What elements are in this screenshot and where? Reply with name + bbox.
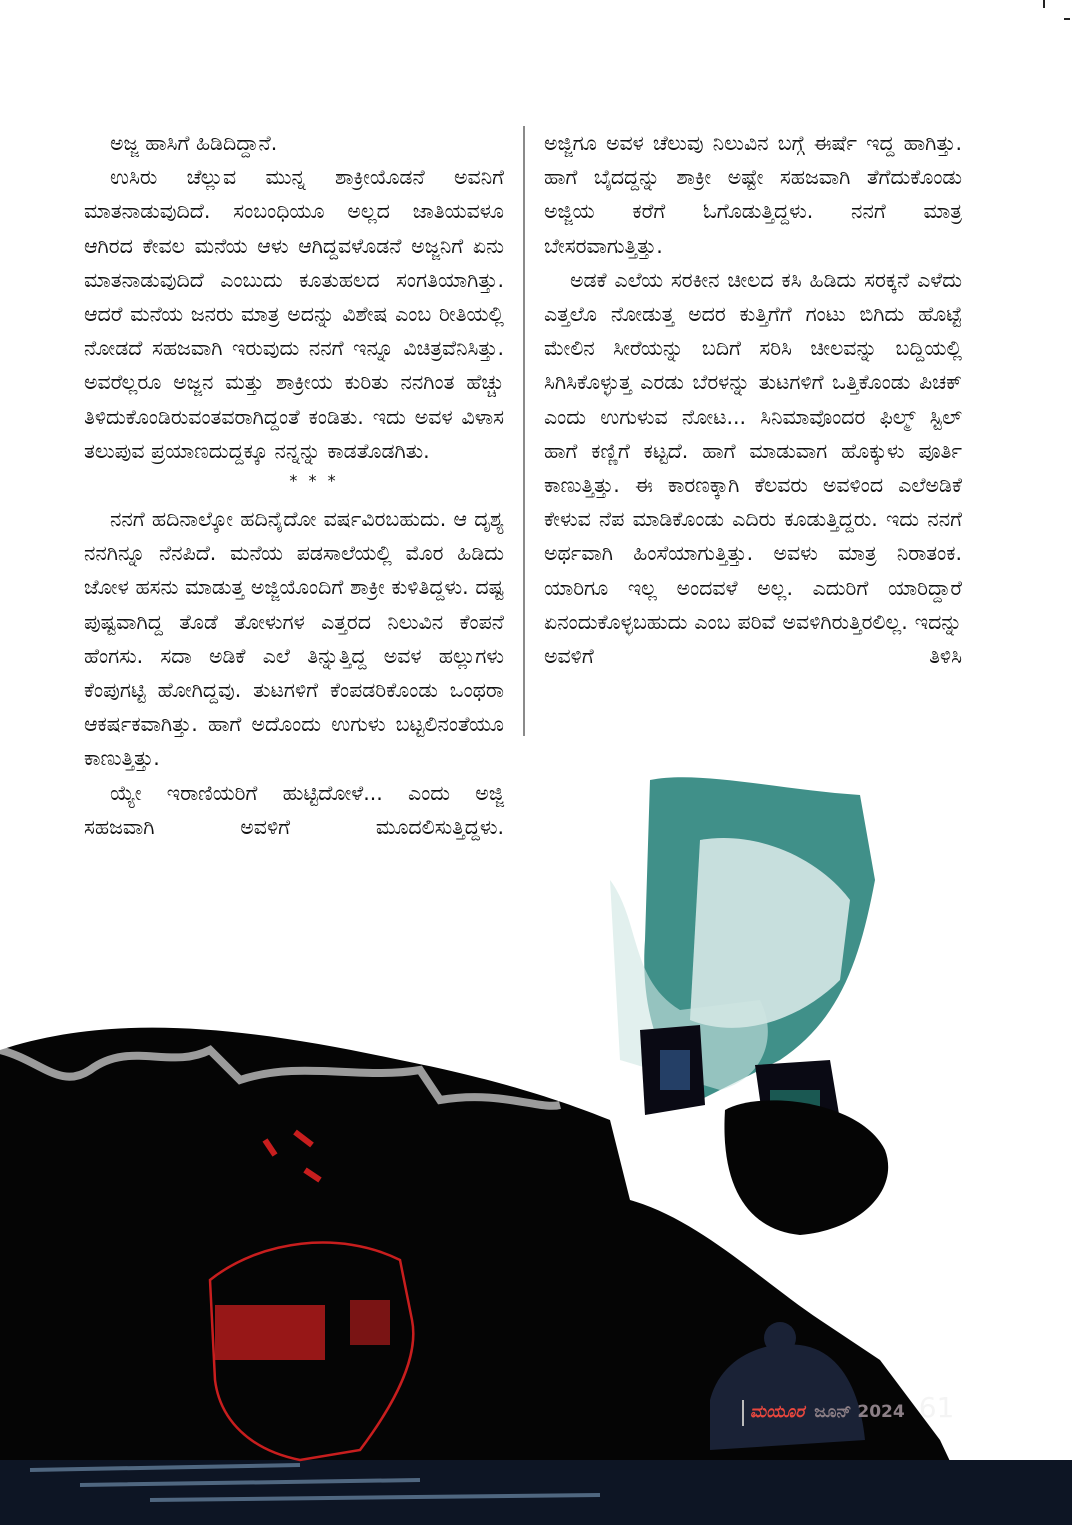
page-number: 61 [918, 1391, 955, 1424]
crop-mark-right-top [1064, 18, 1070, 20]
section-separator: * * * [289, 471, 339, 491]
article-left-column [84, 126, 504, 844]
paragraph: ಯ್ಯೇ ಇರಾಣಿಯರಿಗೆ ಹುಟ್ಟಿದೋಳೆ... ಎಂದು ಅಜ್ಜಿ ಸಹಜವಾಗಿ ಅವಳಿಗೆ ಮೂದಲಿಸುತ್ತಿದ್ದಳು. [84, 780, 504, 839]
article-right-column [544, 126, 962, 673]
issue-date: ಜೂನ್ 2024 [814, 1402, 905, 1422]
paragraph: ನನಗೆ ಹದಿನಾಲ್ಕೋ ಹದಿನೈದೋ ವರ್ಷವಿರಬಹುದು. ಆ ದೃಶ್ಯ ನನಗಿನ್ನೂ ನೆನಪಿದೆ. ಮನೆಯ ಪಡಸಾಲೆಯಲ್ಲಿ ಮೊರ ಹಿಡಿದು ಜೋಳ ಹಸನು ಮಾಡುತ್ತ ಅಜ್ಜಿಯೊಂದಿಗೆ ಶಾಕ್ರೀ ಕುಳಿತಿದ್ದಳು. ದಷ್ಟ ಪುಷ್ಟವಾಗಿದ್ದ ತೊಡೆ ತೋಳುಗಳ ಎತ್ತರದ ನಿಲುವಿನ ಕೆಂಪನೆ ಹೆಂಗಸು. ಸದಾ ಅಡಿಕೆ ಎಲೆ ತಿನ್ನುತ್ತಿದ್ದ ಅವಳ ಹಲ್ಲುಗಳು ಕೆಂಪುಗಟ್ಟಿ ಹೋಗಿದ್ದವು. ತುಟಗಳಿಗೆ ಕೆಂಪಡರಿಕೊಂಡು ಒಂಥರಾ ಆಕರ್ಷಕವಾಗಿತ್ತು. ಹಾಗೆ ಅದೊಂದು ಉಗುಳು ಬಟ್ಟಲಿನಂತೆಯೂ ಕಾಣುತ್ತಿತ್ತು. [84, 507, 504, 771]
page-footer [740, 1391, 954, 1429]
paragraph: ಅಜ್ಜ ಹಾಸಿಗೆ ಹಿಡಿದಿದ್ದಾನೆ. [110, 131, 278, 155]
paragraph: ಅಜ್ಜಿಗೂ ಅವಳ ಚೆಲುವು ನಿಲುವಿನ ಬಗ್ಗೆ ಈರ್ಷೆ ಇದ್ದ ಹಾಗಿತ್ತು. ಹಾಗೆ ಬೈದದ್ದನ್ನು ಶಾಕ್ರೀ ಅಷ್ಟೇ ಸಹಜವಾಗಿ ತೆಗೆದುಕೊಂಡು ಅಜ್ಜಿಯ ಕರೆಗೆ ಓಗೊಡುತ್ತಿದ್ದಳು. ನನಗೆ ಮಾತ್ರ ಬೇಸರವಾಗುತ್ತಿತ್ತು. [544, 131, 962, 258]
paragraph: ಉಸಿರು ಚೆಲ್ಲುವ ಮುನ್ನ ಶಾಕ್ರೀಯೊಡನೆ ಅವನಿಗೆ ಮಾತನಾಡುವುದಿದೆ. ಸಂಬಂಧಿಯೂ ಅಲ್ಲದ ಜಾತಿಯವಳೂ ಆಗಿರದ ಕೇವಲ ಮನೆಯ ಆಳು ಆಗಿದ್ದವಳೊಡನೆ ಅಜ್ಜನಿಗೆ ಏನು ಮಾತನಾಡುವುದಿದೆ ಎಂಬುದು ಕೂತುಹಲದ ಸಂಗತಿಯಾಗಿತ್ತು. ಆದರೆ ಮನೆಯ ಜನರು ಮಾತ್ರ ಅದನ್ನು ವಿಶೇಷ ಎಂಬ ರೀತಿಯಲ್ಲಿ ನೋಡದೆ ಸಹಜವಾಗಿ ಇರುವುದು ನನಗೆ ಇನ್ನೂ ವಿಚಿತ್ರವೆನಿಸಿತ್ತು. ಅವರೆಲ್ಲರೂ ಅಜ್ಜನ ಮತ್ತು ಶಾಕ್ರೀಯ ಕುರಿತು ನನಗಿಂತ ಹೆಚ್ಚು ತಿಳಿದುಕೊಂಡಿರುವಂತವರಾಗಿದ್ದಂತೆ ಕಂಡಿತು. ಇದು ಅವಳ ವಿಳಾಸ ತಲುಪುವ ಪ್ರಯಾಣದುದ್ದಕ್ಕೂ ನನ್ನನ್ನು ಕಾಡತೊಡಗಿತು. [84, 165, 504, 463]
crop-mark-top [1043, 0, 1045, 8]
paragraph: ಅಡಕೆ ಎಲೆಯ ಸರಕೀನ ಚೀಲದ ಕಸಿ ಹಿಡಿದು ಸರಕ್ಕನೆ ಎಳೆದು ಎತ್ತಲೊ ನೋಡುತ್ತ ಅದರ ಕುತ್ತಿಗೆಗೆ ಗಂಟು ಬಿಗಿದು ಹೊಟ್ಟೆ ಮೇಲಿನ ಸೀರೆಯನ್ನು ಬದಿಗೆ ಸರಿಸಿ ಚೀಲವನ್ನು ಬದ್ದಿಯಲ್ಲಿ ಸಿಗಿಸಿಕೊಳ್ಳುತ್ತ ಎರಡು ಬೆರಳನ್ನು ತುಟಗಳಿಗೆ ಒತ್ತಿಕೊಂಡು ಪಿಚಕ್ ಎಂದು ಉಗುಳುವ ನೋಟ... ಸಿನಿಮಾವೊಂದರ ಫಿಲ್ಮ್ ಸ್ಟಿಲ್ ಹಾಗೆ ಕಣ್ಣಿಗೆ ಕಟ್ಟದೆ. ಹಾಗೆ ಮಾಡುವಾಗ ಹೊಕ್ಕುಳು ಪೂರ್ತಿ ಕಾಣುತ್ತಿತ್ತು. ಈ ಕಾರಣಕ್ಕಾಗಿ ಕೆಲವರು ಅವಳಿಂದ ಎಲೆಅಡಿಕೆ ಕೇಳುವ ನೆಪ ಮಾಡಿಕೊಂಡು ಎದಿರು ಕೂಡುತ್ತಿದ್ದರು. ಇದು ನನಗೆ ಅರ್ಥವಾಗಿ ಹಿಂಸೆಯಾಗುತ್ತಿತ್ತು. ಅವಳು ಮಾತ್ರ ನಿರಾತಂಕ. ಯಾರಿಗೂ ಇಲ್ಲ ಅಂದವಳೆ ಅಲ್ಲ. ಎದುರಿಗೆ ಯಾರಿದ್ದಾರೆ ಏನಂದುಕೊಳ್ಳಬಹುದು ಎಂಬ ಪರಿವೆ ಅವಳಿಗಿರುತ್ತಿರಲಿಲ್ಲ. ಇದನ್ನು ಅವಳಿಗೆ ತಿಳಿಸಿ [544, 267, 962, 669]
magazine-name: ಮಯೂರ [750, 1402, 805, 1422]
column-divider [523, 126, 525, 736]
